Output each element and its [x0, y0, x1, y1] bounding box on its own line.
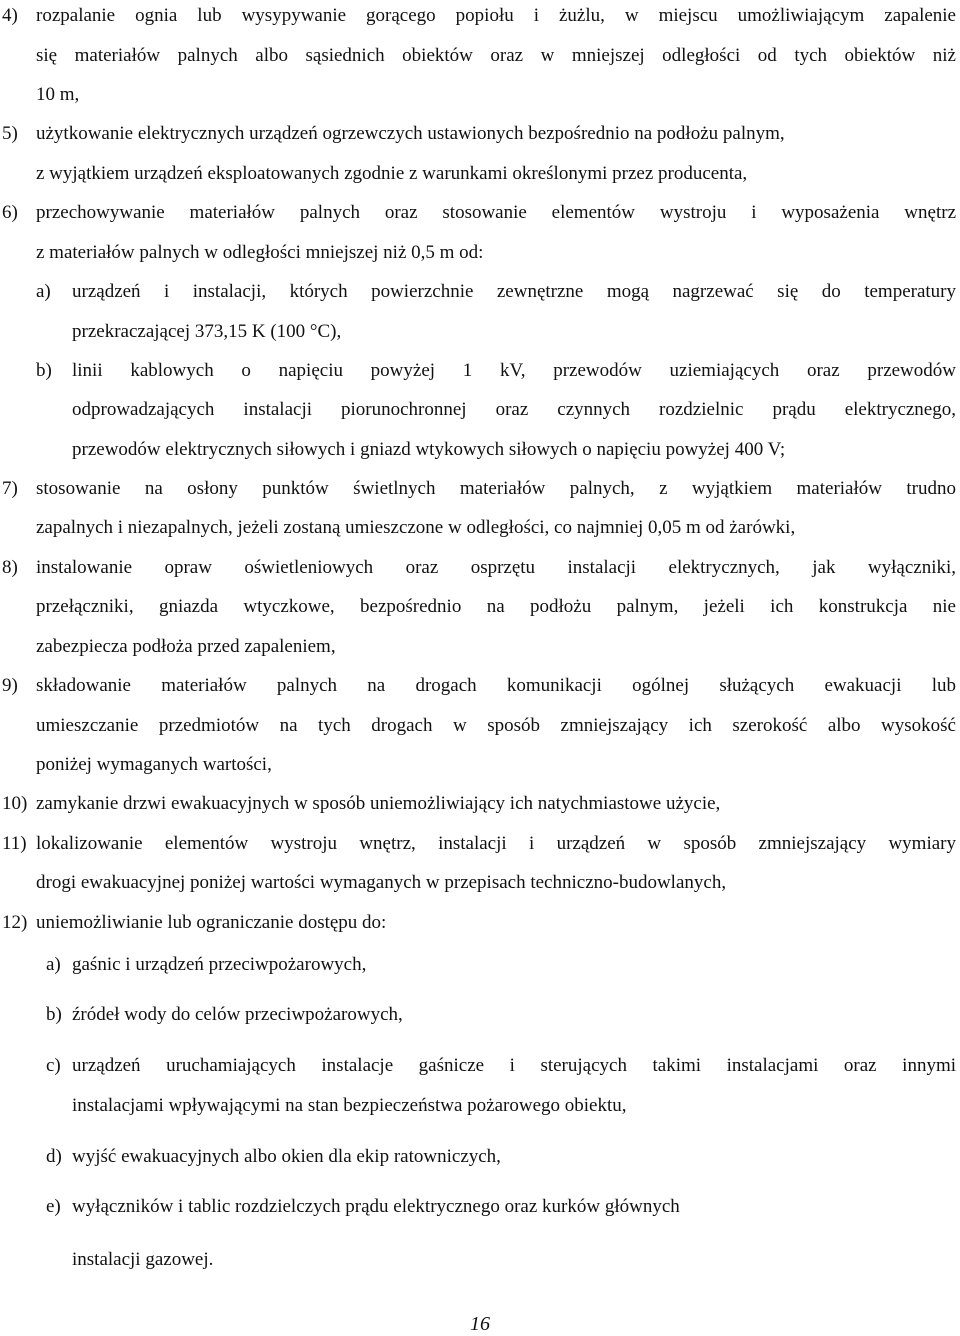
- text-line: składowanie materiałów palnych na drogach komunikacji ogólnej służących ewakuacji lub: [36, 675, 956, 696]
- text-line: drogi ewakuacyjnej poniżej wartości wymaganych w przepisach techniczno-budowlanych,: [36, 872, 727, 893]
- item-number: 5): [2, 123, 18, 144]
- item-number: 7): [2, 478, 18, 499]
- subitem-letter: e): [46, 1196, 61, 1217]
- text-line: wyjść ewakuacyjnych albo okien dla ekip ratowniczych,: [72, 1146, 501, 1167]
- subitem-letter: d): [46, 1146, 62, 1167]
- text-line: odprowadzających instalacji piorunochronnej oraz czynnych rozdzielnic prądu elektrycznego,: [72, 399, 956, 420]
- text-line: gaśnic i urządzeń przeciwpożarowych,: [72, 954, 367, 975]
- text-line: lokalizowanie elementów wystroju wnętrz, instalacji i urządzeń w sposób zmniejszający wymiary: [36, 833, 956, 854]
- item-number: 8): [2, 557, 18, 578]
- text-line: zapalnych i niezapalnych, jeżeli zostaną umieszczone w odległości, co najmniej 0,05 m od żarówki,: [36, 517, 796, 538]
- item-number: 4): [2, 5, 18, 26]
- text-line: się materiałów palnych albo sąsiednich obiektów oraz w mniejszej odległości od tych obiektów niż: [36, 45, 956, 66]
- text-line: instalacji gazowej.: [72, 1249, 214, 1270]
- text-line: przewodów elektrycznych siłowych i gniazd wtykowych siłowych o napięciu powyżej 400 V;: [72, 439, 786, 460]
- text-line: linii kablowych o napięciu powyżej 1 kV, przewodów uziemiających oraz przewodów: [72, 360, 956, 381]
- text-line: rozpalanie ognia lub wysypywanie gorącego popiołu i żużlu, w miejscu umożliwiającym zapalenie: [36, 5, 956, 26]
- subitem-letter: a): [36, 281, 51, 302]
- item-number: 6): [2, 202, 18, 223]
- text-line: instalacjami wpływającymi na stan bezpieczeństwa pożarowego obiektu,: [72, 1095, 627, 1116]
- subitem-letter: c): [46, 1055, 61, 1076]
- text-line: przekraczającej 373,15 K (100 °C),: [72, 321, 342, 342]
- subitem-letter: b): [46, 1004, 62, 1025]
- text-line: zamykanie drzwi ewakuacyjnych w sposób uniemożliwiający ich natychmiastowe użycie,: [36, 793, 721, 814]
- text-line: urządzeń i instalacji, których powierzchnie zewnętrzne mogą nagrzewać się do temperatury: [72, 281, 956, 302]
- text-line: przełączniki, gniazda wtyczkowe, bezpośrednio na podłożu palnym, jeżeli ich konstrukcja nie: [36, 596, 956, 617]
- item-number: 10): [2, 793, 28, 814]
- text-line: uniemożliwianie lub ograniczanie dostępu do:: [36, 912, 387, 933]
- text-line: zabezpiecza podłoża przed zapaleniem,: [36, 636, 336, 657]
- text-line: przechowywanie materiałów palnych oraz stosowanie elementów wystroju i wyposażenia wnętrz: [36, 202, 956, 223]
- text-line: z wyjątkiem urządzeń eksploatowanych zgodnie z warunkami określonymi przez producenta,: [36, 163, 748, 184]
- text-line: wyłączników i tablic rozdzielczych prądu elektrycznego oraz kurków głównych: [72, 1196, 680, 1217]
- text-line: stosowanie na osłony punktów świetlnych materiałów palnych, z wyjątkiem materiałów trudno: [36, 478, 956, 499]
- text-line: urządzeń uruchamiających instalacje gaśnicze i sterujących takimi instalacjami oraz innymi: [72, 1055, 956, 1076]
- text-line: poniżej wymaganych wartości,: [36, 754, 272, 775]
- text-line: użytkowanie elektrycznych urządzeń ogrzewczych ustawionych bezpośrednio na podłożu palnym,: [36, 123, 785, 144]
- item-number: 12): [2, 912, 28, 933]
- subitem-letter: a): [46, 954, 61, 975]
- text-line: 10 m,: [36, 84, 80, 105]
- text-line: z materiałów palnych w odległości mniejszej niż 0,5 m od:: [36, 242, 484, 263]
- text-line: instalowanie opraw oświetleniowych oraz osprzętu instalacji elektrycznych, jak wyłączniki,: [36, 557, 956, 578]
- subitem-letter: b): [36, 360, 52, 381]
- item-number: 11): [2, 833, 27, 854]
- item-number: 9): [2, 675, 18, 696]
- text-line: umieszczanie przedmiotów na tych drogach w sposób zmniejszający ich szerokość albo wysokość: [36, 715, 956, 736]
- page-number: 16: [470, 1313, 490, 1335]
- text-line: źródeł wody do celów przeciwpożarowych,: [72, 1004, 403, 1025]
